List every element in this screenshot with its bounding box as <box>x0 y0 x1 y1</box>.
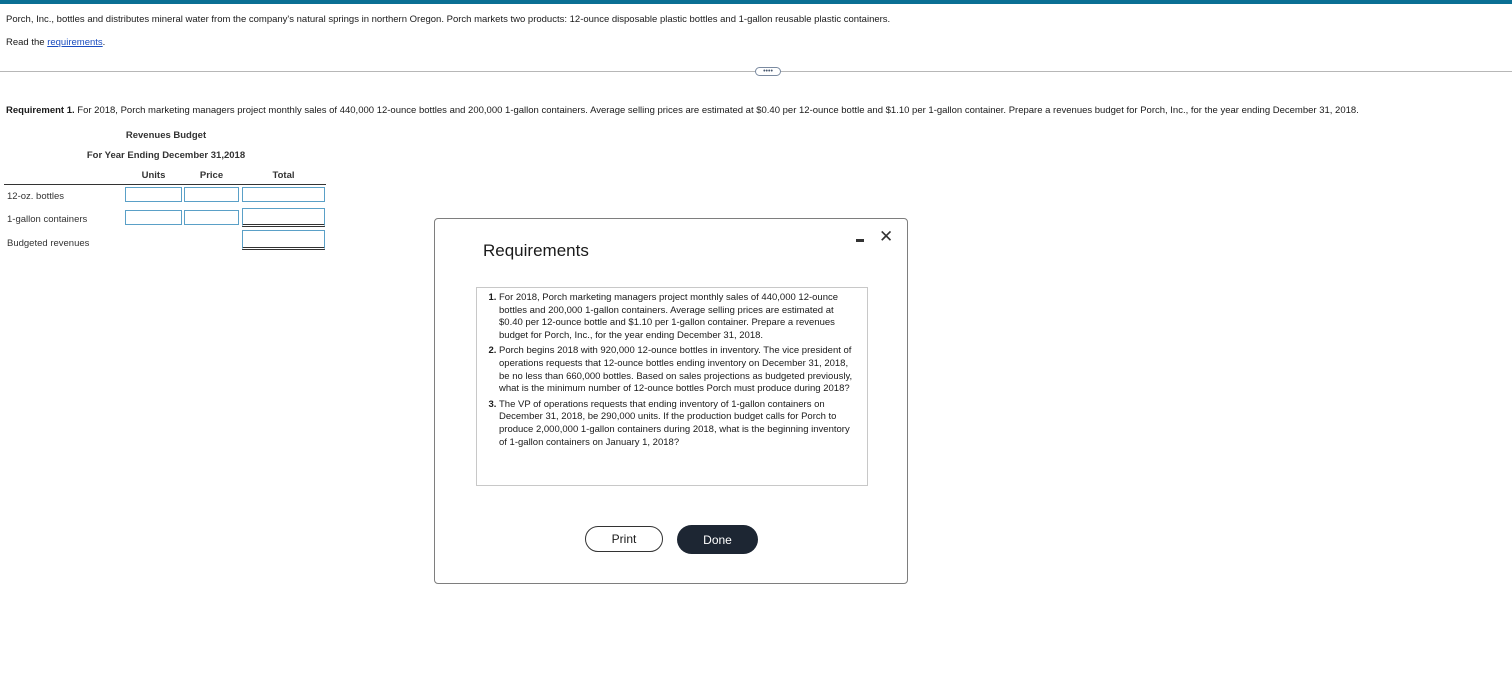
read-suffix: . <box>102 37 106 48</box>
containers-price-input[interactable] <box>184 210 239 225</box>
row-label-containers: 1-gallon containers <box>7 214 88 225</box>
bottles-units-input[interactable] <box>125 187 182 202</box>
requirements-list-box <box>476 287 868 486</box>
budget-subtitle: For Year Ending December 31,2018 <box>86 150 246 161</box>
read-requirements-line <box>6 37 105 48</box>
bottles-total-input[interactable] <box>242 187 325 202</box>
row-label-budgeted-revenues: Budgeted revenues <box>7 238 90 249</box>
budgeted-revenues-total-input[interactable] <box>242 230 325 250</box>
minimize-icon[interactable] <box>855 233 865 243</box>
requirements-list <box>483 292 859 449</box>
requirements-dialog <box>434 218 908 584</box>
problem-intro: Porch, Inc., bottles and distributes mineral water from the company's natural springs in northern Oregon. Porch markets two products: 12-ounce disposable plastic bottles and 1-gallon reusable plastic containers. <box>6 14 891 25</box>
column-header-units: Units <box>141 170 166 181</box>
requirement-1-label: Requirement 1. <box>6 105 75 116</box>
containers-units-input[interactable] <box>125 210 182 225</box>
expand-more-button[interactable]: •••• <box>755 67 781 76</box>
top-accent-bar <box>0 0 1512 4</box>
done-button[interactable]: Done <box>677 525 758 554</box>
print-button[interactable]: Print <box>585 526 663 552</box>
requirement-item-1: 1. For 2018, Porch marketing managers project monthly sales of 440,000 12-ounce bottles and 200,000 1-gallon containers. Average selling prices are estimated at $0.40 per 12-ounce bottle and $1.10 per 1-gallon container. Prepare a revenues budget for Porch, Inc., for the year ending December 31, 2018. <box>499 292 859 342</box>
header-rule <box>4 184 326 185</box>
read-prefix: Read the <box>6 37 48 48</box>
budget-title: Revenues Budget <box>125 130 207 141</box>
containers-total-input[interactable] <box>242 208 325 227</box>
close-icon[interactable]: ✕ <box>879 227 894 246</box>
requirement-1-text <box>6 105 1359 116</box>
requirement-item-3: 3. The VP of operations requests that ending inventory of 1-gallon containers on December 31, 2018, be 290,000 units. If the production budget calls for Porch to produce 2,000,000 1-gallon containers during 2018, what is the beginning inventory of 1-gallon containers on January 1, 2018? <box>499 399 859 449</box>
requirements-link[interactable]: requirements <box>47 37 103 48</box>
dialog-title: Requirements <box>483 241 589 260</box>
bottles-price-input[interactable] <box>184 187 239 202</box>
column-header-total: Total <box>272 170 295 181</box>
column-header-price: Price <box>199 170 224 181</box>
requirement-item-2: 2. Porch begins 2018 with 920,000 12-ounce bottles in inventory. The vice president of operations requests that 12-ounce bottles ending inventory on December 31, 2018, be no less than 660,000 bottles. Based on sales projections as budgeted previously, what is the minimum number of 12-ounce bottles Porch must produce during 2018? <box>499 345 859 395</box>
requirement-1-body: For 2018, Porch marketing managers project monthly sales of 440,000 12-ounce bottles and 200,000 1-gallon containers. Average selling prices are estimated at $0.40 per 12-ounce bottle and $1.10 per 1-gallon container. Prepare a revenues budget for Porch, Inc., for the year ending December 31, 2018. <box>74 105 1359 116</box>
row-label-bottles: 12-oz. bottles <box>7 191 65 202</box>
